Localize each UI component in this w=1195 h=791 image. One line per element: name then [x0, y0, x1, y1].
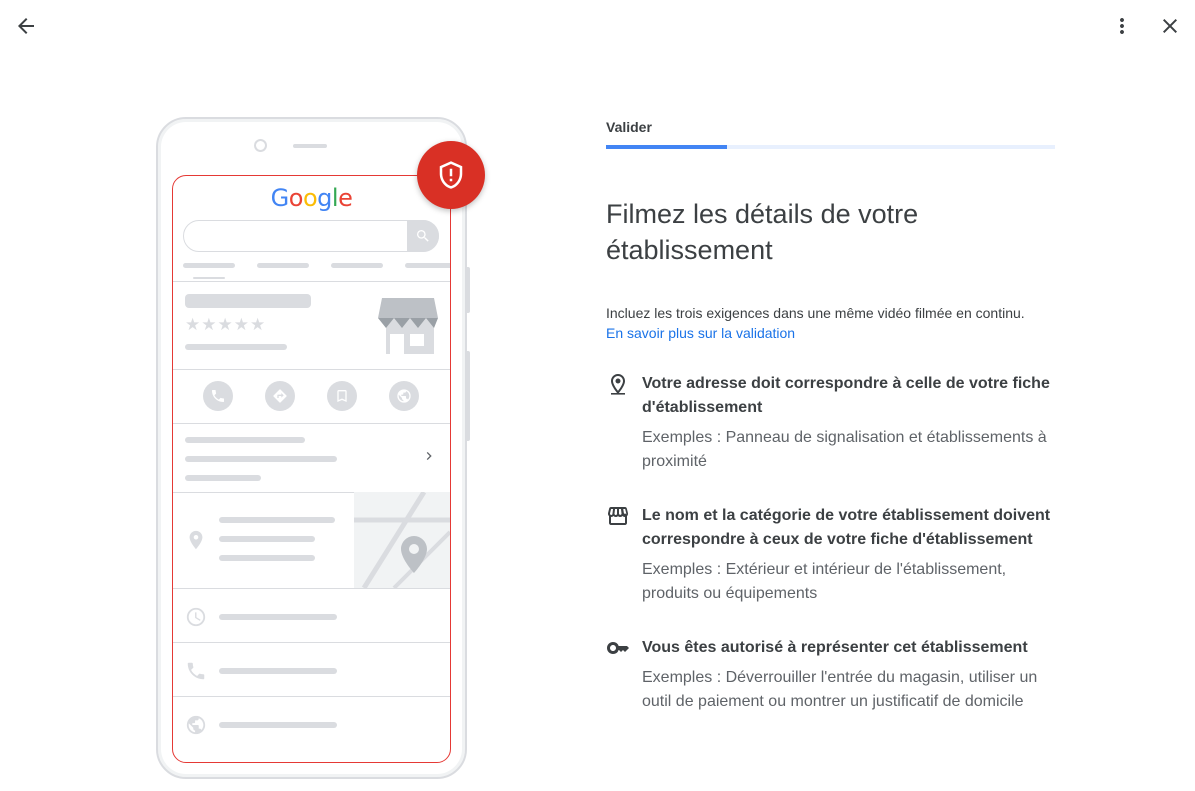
mock-search-button: [407, 220, 439, 252]
storefront-icon: [606, 504, 630, 528]
placeholder-line: [219, 722, 337, 728]
progress-bar-fill: [606, 145, 727, 149]
placeholder-line: [219, 555, 315, 561]
divider: [173, 588, 450, 589]
divider: [173, 369, 450, 370]
arrow-back-icon: [14, 14, 38, 38]
placeholder-line: [219, 517, 335, 523]
phone-icon: [210, 388, 226, 404]
placeholder-line: [219, 536, 315, 542]
intro-text: [606, 303, 1025, 343]
requirement-title: Le nom et la catégorie de votre établissement doivent correspondre à ceux de votre fiche d'établissement: [642, 507, 1051, 548]
phone-speaker: [293, 144, 327, 148]
placeholder-tab: [331, 263, 383, 268]
progress-bar: [606, 145, 1055, 149]
page-title: Filmez les détails de votre établissement: [606, 199, 919, 265]
mini-map-image: [354, 492, 450, 588]
placeholder-line: [185, 437, 305, 443]
phone-camera: [254, 139, 267, 152]
placeholder-tab: [405, 263, 451, 268]
placeholder-line: [185, 456, 337, 462]
phone-illustration: [156, 117, 467, 779]
key-icon: [606, 636, 630, 660]
requirement-title: Votre adresse doit correspondre à celle de votre fiche d'établissement: [642, 375, 1050, 416]
placeholder-tab-indicator: [193, 277, 225, 279]
placeholder-tab: [183, 263, 235, 268]
placeholder-line: [219, 614, 337, 620]
placeholder-line: [185, 475, 261, 481]
google-logo-letter: G: [270, 184, 289, 212]
placeholder-business-name: [185, 294, 311, 308]
divider: [173, 696, 450, 697]
placeholder-tab: [257, 263, 309, 268]
divider: [173, 642, 450, 643]
phone-row-icon: [185, 660, 207, 682]
close-button[interactable]: [1152, 8, 1188, 44]
storefront-illustration-icon: [376, 296, 438, 354]
requirement-icon: [606, 636, 630, 660]
phone-side-button: [465, 351, 470, 441]
placeholder-line: [219, 668, 337, 674]
requirement-examples: Exemples : Déverrouiller l'entrée du magasin, utiliser un outil de paiement ou montrer un justificatif de domicile: [642, 669, 1038, 710]
directions-icon: [272, 388, 288, 404]
requirement-examples: Exemples : Extérieur et intérieur de l'établissement, produits ou équipements: [642, 561, 1007, 602]
google-logo-letter: l: [331, 184, 339, 212]
divider: [173, 423, 450, 424]
search-icon: [415, 228, 431, 244]
more-vert-icon: [1110, 14, 1134, 38]
more-options-button[interactable]: [1104, 8, 1140, 44]
chevron-right-icon: [421, 448, 437, 464]
mock-call-action: [203, 381, 233, 411]
globe-icon: [185, 714, 207, 736]
google-logo-letter: o: [288, 184, 303, 212]
requirement-icon: [606, 504, 630, 528]
mock-save-action: [327, 381, 357, 411]
google-logo: [173, 184, 450, 212]
website-row-icon: [185, 714, 207, 736]
requirement-icon: [606, 372, 630, 396]
phone-side-button: [465, 267, 470, 313]
mock-search-bar: [183, 220, 439, 252]
google-logo-letter: e: [338, 184, 353, 212]
requirement-title: Vous êtes autorisé à représenter cet établissement: [642, 639, 1028, 656]
clock-icon: [185, 606, 207, 628]
back-button[interactable]: [8, 8, 44, 44]
phone-screen: [172, 175, 451, 763]
location-row-icon: [185, 529, 207, 551]
verification-badge: [417, 141, 485, 209]
intro-sentence: Incluez les trois exigences dans une même vidéo filmée en continu.: [606, 305, 1025, 321]
mock-website-action: [389, 381, 419, 411]
step-label: Valider: [606, 119, 652, 135]
placeholder-line: [185, 344, 287, 350]
globe-icon: [396, 388, 412, 404]
close-icon: [1158, 14, 1182, 38]
shield-alert-icon: [436, 160, 466, 190]
location-pin-icon: [185, 529, 207, 551]
phone-icon: [185, 660, 207, 682]
divider: [173, 281, 450, 282]
bookmark-icon: [334, 388, 350, 404]
hours-row-icon: [185, 606, 207, 628]
mock-directions-action: [265, 381, 295, 411]
location-pin-icon: [606, 372, 630, 396]
google-logo-letter: g: [317, 184, 332, 212]
requirement-examples: Exemples : Panneau de signalisation et établissements à proximité: [642, 429, 1047, 470]
learn-more-link[interactable]: En savoir plus sur la validation: [606, 325, 796, 341]
rating-stars: ★★★★★: [185, 315, 267, 334]
google-logo-letter: o: [302, 184, 318, 212]
